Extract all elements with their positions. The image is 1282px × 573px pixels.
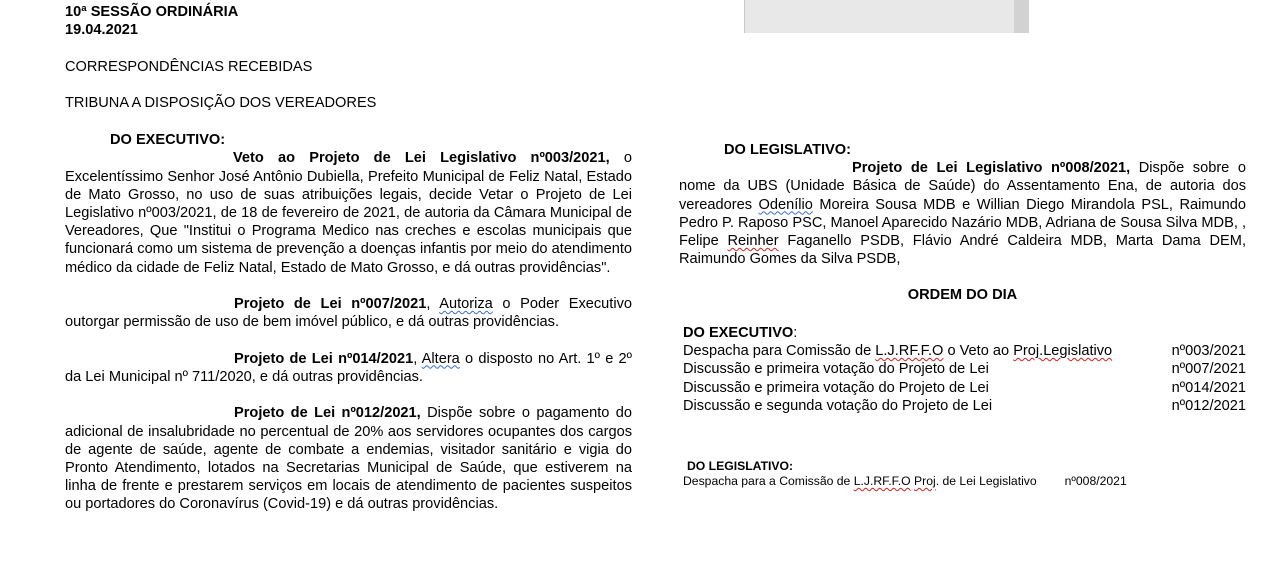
despacho-legislativo-line: Despacha para a Comissão de L.J.RF.F.O Proj. de Lei Legislativo nº008/2021 xyxy=(683,474,1127,488)
projeto-014-verb: Altera xyxy=(421,350,460,367)
projeto-012-title: Projeto de Lei nº012/2021, xyxy=(234,405,421,422)
projeto-007-verb: Autoriza xyxy=(439,296,493,313)
projeto-007-paragraph: Projeto de Lei nº007/2021, Autoriza o Poder Executivo outorgar permissão de uso de bem imóvel público, e dá outras providências. xyxy=(65,296,632,331)
embedded-frame xyxy=(744,0,1029,33)
ordem-row: Despacha para Comissão de L.J.RF.F.O o Veto ao Proj.Legislativo nº003/2021 xyxy=(683,343,1246,360)
projeto-007-title: Projeto de Lei nº007/2021 xyxy=(234,296,427,313)
left-column xyxy=(65,3,632,514)
ordem-row: Discussão e segunda votação do Projeto de Lei nº012/2021 xyxy=(683,397,1246,414)
projeto-014-body: o disposto no Art. 1º e 2º da Lei Municipal nº 711/2020, e dá outras providências. xyxy=(65,350,632,385)
projeto-008-title: Projeto de Lei Legislativo nº008/2021, xyxy=(852,160,1131,177)
projeto-012-paragraph xyxy=(65,404,632,513)
projeto-014-paragraph: Projeto de Lei nº014/2021, Altera o disposto no Art. 1º e 2º da Lei Municipal nº 711/2020, e dá outras providências. xyxy=(65,350,632,385)
ordem-row: Discussão e primeira votação do Projeto de Lei nº007/2021 xyxy=(683,361,1246,378)
ordem-executivo-block xyxy=(683,324,1246,415)
ordem-do-dia-heading: ORDEM DO DIA xyxy=(907,287,1018,304)
vereador-name-1: Odenílio xyxy=(758,196,813,213)
tribuna-heading: TRIBUNA A DISPOSIÇÃO DOS VEREADORES xyxy=(65,94,377,111)
correspondencias-heading: CORRESPONDÊNCIAS RECEBIDAS xyxy=(65,58,313,75)
right-column xyxy=(679,141,1246,305)
projeto-007-body: o Poder Executivo outorgar permissão de uso de bem imóvel público, e dá outras providências. xyxy=(65,296,632,331)
executivo-heading: DO EXECUTIVO: xyxy=(110,132,226,149)
veto-body: o Excelentíssimo Senhor José Antônio Dubiella, Prefeito Municipal de Feliz Natal, Estado de Mato Grosso, no uso de suas atribuições legais, decide Vetar o Projeto de Lei Legislativo nº003/2021, de 18 de fevereiro de 2021, de autoria da Câmara Municipal de Vereadores, Que "Institui o Programa Medico nas creches e escolas municipais que funcionará como um sistema de prevenção a doenças infantis por meio do atendimento médico da cidade de Feliz Natal, Estado de Mato Grosso, e dá outras providências". xyxy=(65,150,633,276)
veto-title: Veto ao Projeto de Lei Legislativo nº003/2021, xyxy=(233,150,610,167)
legislativo-heading: DO LEGISLATIVO: xyxy=(724,142,852,158)
veto-paragraph xyxy=(65,149,632,276)
session-title: 10ª SESSÃO ORDINÁRIA xyxy=(65,4,239,20)
ordem-executivo-heading: DO EXECUTIVO: xyxy=(683,325,798,341)
ordem-legislativo-block xyxy=(683,459,1223,489)
projeto-012-body: Dispõe sobre o pagamento do adicional de insalubridade no percentual de 20% aos servidores ocupantes dos cargos de agente de saúde, agente de combate a endemias, visitador sanitário e vigia do Pronto Atendimento, lotados na Secretarias Municipal de Saúde, que estiverem na linha de frente e prestarem serviços em locais de atendimento de pacientes suspeitos ou portadores do Coronavírus (Covid-19) e dá outras providências. xyxy=(65,405,632,513)
session-date: 19.04.2021 xyxy=(65,22,139,39)
ordem-row: Discussão e primeira votação do Projeto de Lei nº014/2021 xyxy=(683,379,1246,396)
ordem-legislativo-heading: DO LEGISLATIVO: xyxy=(687,459,794,473)
vereador-name-2: Reinher xyxy=(727,233,779,250)
projeto-008-paragraph: Projeto de Lei Legislativo nº008/2021, Dispõe sobre o nome da UBS (Unidade Básica de Saúde) do Assentamento Ena, de autoria dos vereadores Odenílio Moreira Sousa MDB e Willian Diego Mirandola PSL, Raimundo Pedro P. Raposo PSC, Manoel Aparecido Nazário MDB, Adriana de Sousa Silva MDB, , Felipe Reinher Faganello PSDB, Flávio André Caldeira MDB, Marta Dama DEM, Raimundo Gomes da Silva PSDB, xyxy=(679,160,1246,268)
projeto-014-title: Projeto de Lei nº014/2021 xyxy=(234,350,414,367)
scrollbar[interactable] xyxy=(1014,0,1029,33)
